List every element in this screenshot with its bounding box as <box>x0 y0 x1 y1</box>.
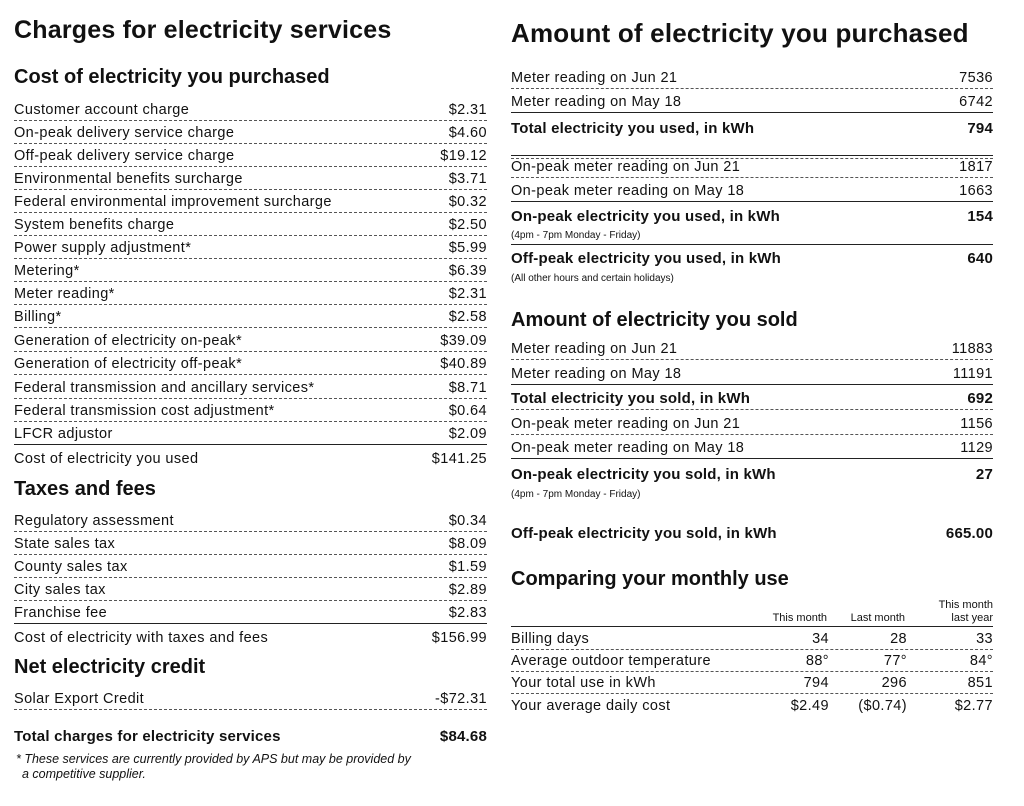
sold-total-row <box>511 387 993 410</box>
comparison-last-year: 851 <box>967 675 993 691</box>
tax-row <box>14 532 487 555</box>
charge-row <box>14 167 487 190</box>
comparison-label: Your total use in kWh <box>511 675 656 691</box>
purchased-label: Meter reading on Jun 21 <box>511 70 678 86</box>
charge-row <box>14 352 487 375</box>
charge-label: Off-peak delivery service charge <box>14 148 235 164</box>
header-last-month: Last month <box>850 612 905 624</box>
tax-label: Franchise fee <box>14 605 108 621</box>
comparison-label: Billing days <box>511 631 590 647</box>
grand-total-label: Total charges for electricity services <box>14 728 281 745</box>
comparison-label: Your average daily cost <box>511 698 671 714</box>
sold-value: 11883 <box>951 341 993 357</box>
sold-label: Total electricity you sold, in kWh <box>511 390 751 407</box>
header-this-month: This month <box>772 612 827 624</box>
taxes-total-row <box>14 625 487 648</box>
comparison-this-month: $2.49 <box>790 698 829 714</box>
charge-value: $40.89 <box>440 356 487 372</box>
comparison-last-month: 296 <box>881 675 907 691</box>
charge-value: $39.09 <box>440 333 487 349</box>
purchased-offpeak-row <box>511 246 993 269</box>
charge-label: LFCR adjustor <box>14 426 113 442</box>
comparison-last-month: ($0.74) <box>858 698 907 714</box>
charge-label: Metering* <box>14 263 80 279</box>
comparison-last-month: 28 <box>890 631 907 647</box>
purchased-onpeak-row <box>511 204 993 227</box>
purchased-value: 794 <box>967 120 993 137</box>
credit-value: -$72.31 <box>435 691 487 707</box>
purchased-label: Meter reading on May 18 <box>511 94 682 110</box>
charge-value: $0.32 <box>448 194 487 210</box>
purchased-total-row <box>511 116 993 139</box>
charge-value: $2.58 <box>448 309 487 325</box>
sold-row <box>511 362 993 385</box>
charge-label: Billing* <box>14 309 62 325</box>
tax-row <box>14 601 487 624</box>
charge-label: System benefits charge <box>14 217 175 233</box>
charge-value: $6.39 <box>448 263 487 279</box>
tax-value: $1.59 <box>448 559 487 575</box>
charge-label: Customer account charge <box>14 102 190 118</box>
sold-row <box>511 412 993 435</box>
purchased-value: 7536 <box>959 70 993 86</box>
sold-label: Off-peak electricity you sold, in kWh <box>511 525 777 542</box>
tax-value: $8.09 <box>448 536 487 552</box>
purchased-label: On-peak meter reading on May 18 <box>511 183 745 199</box>
charge-value: $2.50 <box>448 217 487 233</box>
cost-total-label: Cost of electricity you used <box>14 451 199 467</box>
purchased-row <box>511 66 993 89</box>
charge-value: $8.71 <box>448 380 487 396</box>
tax-row <box>14 555 487 578</box>
sold-label: On-peak electricity you sold, in kWh <box>511 466 776 483</box>
charge-label: Meter reading* <box>14 286 115 302</box>
purchased-label: On-peak meter reading on Jun 21 <box>511 159 741 175</box>
taxes-section-title: Taxes and fees <box>14 478 156 500</box>
comparison-row <box>511 672 993 694</box>
sold-row <box>511 436 993 459</box>
charge-label: Federal transmission and ancillary services* <box>14 380 315 396</box>
credit-label: Solar Export Credit <box>14 691 145 707</box>
cost-total-value: $141.25 <box>431 451 487 467</box>
comparison-row <box>511 650 993 672</box>
comparison-label: Average outdoor temperature <box>511 653 711 669</box>
charge-label: Generation of electricity off-peak* <box>14 356 243 372</box>
purchased-label: Total electricity you used, in kWh <box>511 120 755 137</box>
charge-label: Generation of electricity on-peak* <box>14 333 242 349</box>
purchased-label: Off-peak electricity you used, in kWh <box>511 250 781 267</box>
charge-label: Environmental benefits surcharge <box>14 171 243 187</box>
comparison-this-month: 34 <box>812 631 829 647</box>
charge-row <box>14 190 487 213</box>
sold-value: 27 <box>975 466 993 483</box>
header-last-year-line2: last year <box>951 612 993 624</box>
charge-row <box>14 376 487 399</box>
charge-value: $0.64 <box>448 403 487 419</box>
cost-total-row <box>14 446 487 469</box>
credit-section-title: Net electricity credit <box>14 656 206 678</box>
comparison-this-month: 88° <box>805 653 829 669</box>
tax-value: $2.83 <box>448 605 487 621</box>
charge-row <box>14 121 487 144</box>
charge-row <box>14 399 487 422</box>
charge-value: $2.31 <box>448 286 487 302</box>
tax-label: County sales tax <box>14 559 128 575</box>
tax-value: $2.89 <box>448 582 487 598</box>
charges-title: Charges for electricity services <box>14 16 392 44</box>
tax-row <box>14 509 487 532</box>
purchased-label: On-peak electricity you used, in kWh <box>511 208 780 225</box>
charge-label: Federal transmission cost adjustment* <box>14 403 275 419</box>
tax-value: $0.34 <box>448 513 487 529</box>
charge-value: $19.12 <box>440 148 487 164</box>
comparison-last-year: 84° <box>969 653 993 669</box>
charge-value: $4.60 <box>448 125 487 141</box>
purchased-title: Amount of electricity you purchased <box>511 18 969 48</box>
credit-row <box>14 687 487 710</box>
sold-label: On-peak meter reading on Jun 21 <box>511 416 741 432</box>
sold-row <box>511 337 993 360</box>
comparison-last-year: $2.77 <box>954 698 993 714</box>
purchased-value: 1663 <box>959 183 993 199</box>
comparison-row <box>511 694 993 716</box>
taxes-total-label: Cost of electricity with taxes and fees <box>14 630 269 646</box>
tax-label: City sales tax <box>14 582 106 598</box>
charge-row <box>14 305 487 328</box>
header-last-year-line1: This month <box>938 599 993 611</box>
comparison-last-month: 77° <box>883 653 907 669</box>
sold-value: 692 <box>967 390 993 407</box>
charge-label: Power supply adjustment* <box>14 240 192 256</box>
charge-value: $2.31 <box>448 102 487 118</box>
comparison-title: Comparing your monthly use <box>511 568 789 590</box>
charge-row <box>14 259 487 282</box>
grand-total-row <box>14 723 487 747</box>
footnote <box>16 752 411 782</box>
sold-offpeak-row <box>511 521 993 544</box>
sold-value: 1129 <box>960 440 993 456</box>
charge-row <box>14 213 487 236</box>
purchased-row <box>511 155 993 178</box>
charge-label: On-peak delivery service charge <box>14 125 235 141</box>
sold-label: Meter reading on Jun 21 <box>511 341 678 357</box>
comparison-last-year: 33 <box>976 631 993 647</box>
purchased-row <box>511 179 993 202</box>
charge-row <box>14 329 487 352</box>
sold-value: 11191 <box>952 366 993 382</box>
comparison-this-month: 794 <box>803 675 829 691</box>
sold-value: 1156 <box>960 416 993 432</box>
charge-value: $3.71 <box>448 171 487 187</box>
purchased-row <box>511 90 993 113</box>
onpeak-hours-note: (4pm - 7pm Monday - Friday) <box>511 230 641 241</box>
taxes-total-value: $156.99 <box>431 630 487 646</box>
sold-label: Meter reading on May 18 <box>511 366 682 382</box>
purchased-value: 1817 <box>959 159 993 175</box>
charge-value: $5.99 <box>448 240 487 256</box>
sold-title: Amount of electricity you sold <box>511 309 798 331</box>
sold-onpeak-row <box>511 462 993 485</box>
purchased-value: 640 <box>967 250 993 267</box>
grand-total-value: $84.68 <box>439 728 487 745</box>
charge-row <box>14 422 487 445</box>
charge-value: $2.09 <box>448 426 487 442</box>
purchased-value: 6742 <box>959 94 993 110</box>
sold-label: On-peak meter reading on May 18 <box>511 440 745 456</box>
comparison-header <box>511 598 993 627</box>
charge-row <box>14 98 487 121</box>
tax-label: Regulatory assessment <box>14 513 174 529</box>
footnote-line: * These services are currently provided by APS but may be provided by <box>16 752 411 766</box>
charge-row <box>14 144 487 167</box>
offpeak-hours-note: (All other hours and certain holidays) <box>511 273 674 284</box>
tax-label: State sales tax <box>14 536 116 552</box>
charge-row <box>14 282 487 305</box>
charge-row <box>14 236 487 259</box>
sold-onpeak-hours-note: (4pm - 7pm Monday - Friday) <box>511 489 641 500</box>
tax-row <box>14 578 487 601</box>
footnote-line: a competitive supplier. <box>22 767 146 781</box>
comparison-row <box>511 628 993 650</box>
charge-label: Federal environmental improvement surcharge <box>14 194 332 210</box>
sold-value: 665.00 <box>945 525 993 542</box>
cost-section-title: Cost of electricity you purchased <box>14 66 330 88</box>
purchased-value: 154 <box>967 208 993 225</box>
